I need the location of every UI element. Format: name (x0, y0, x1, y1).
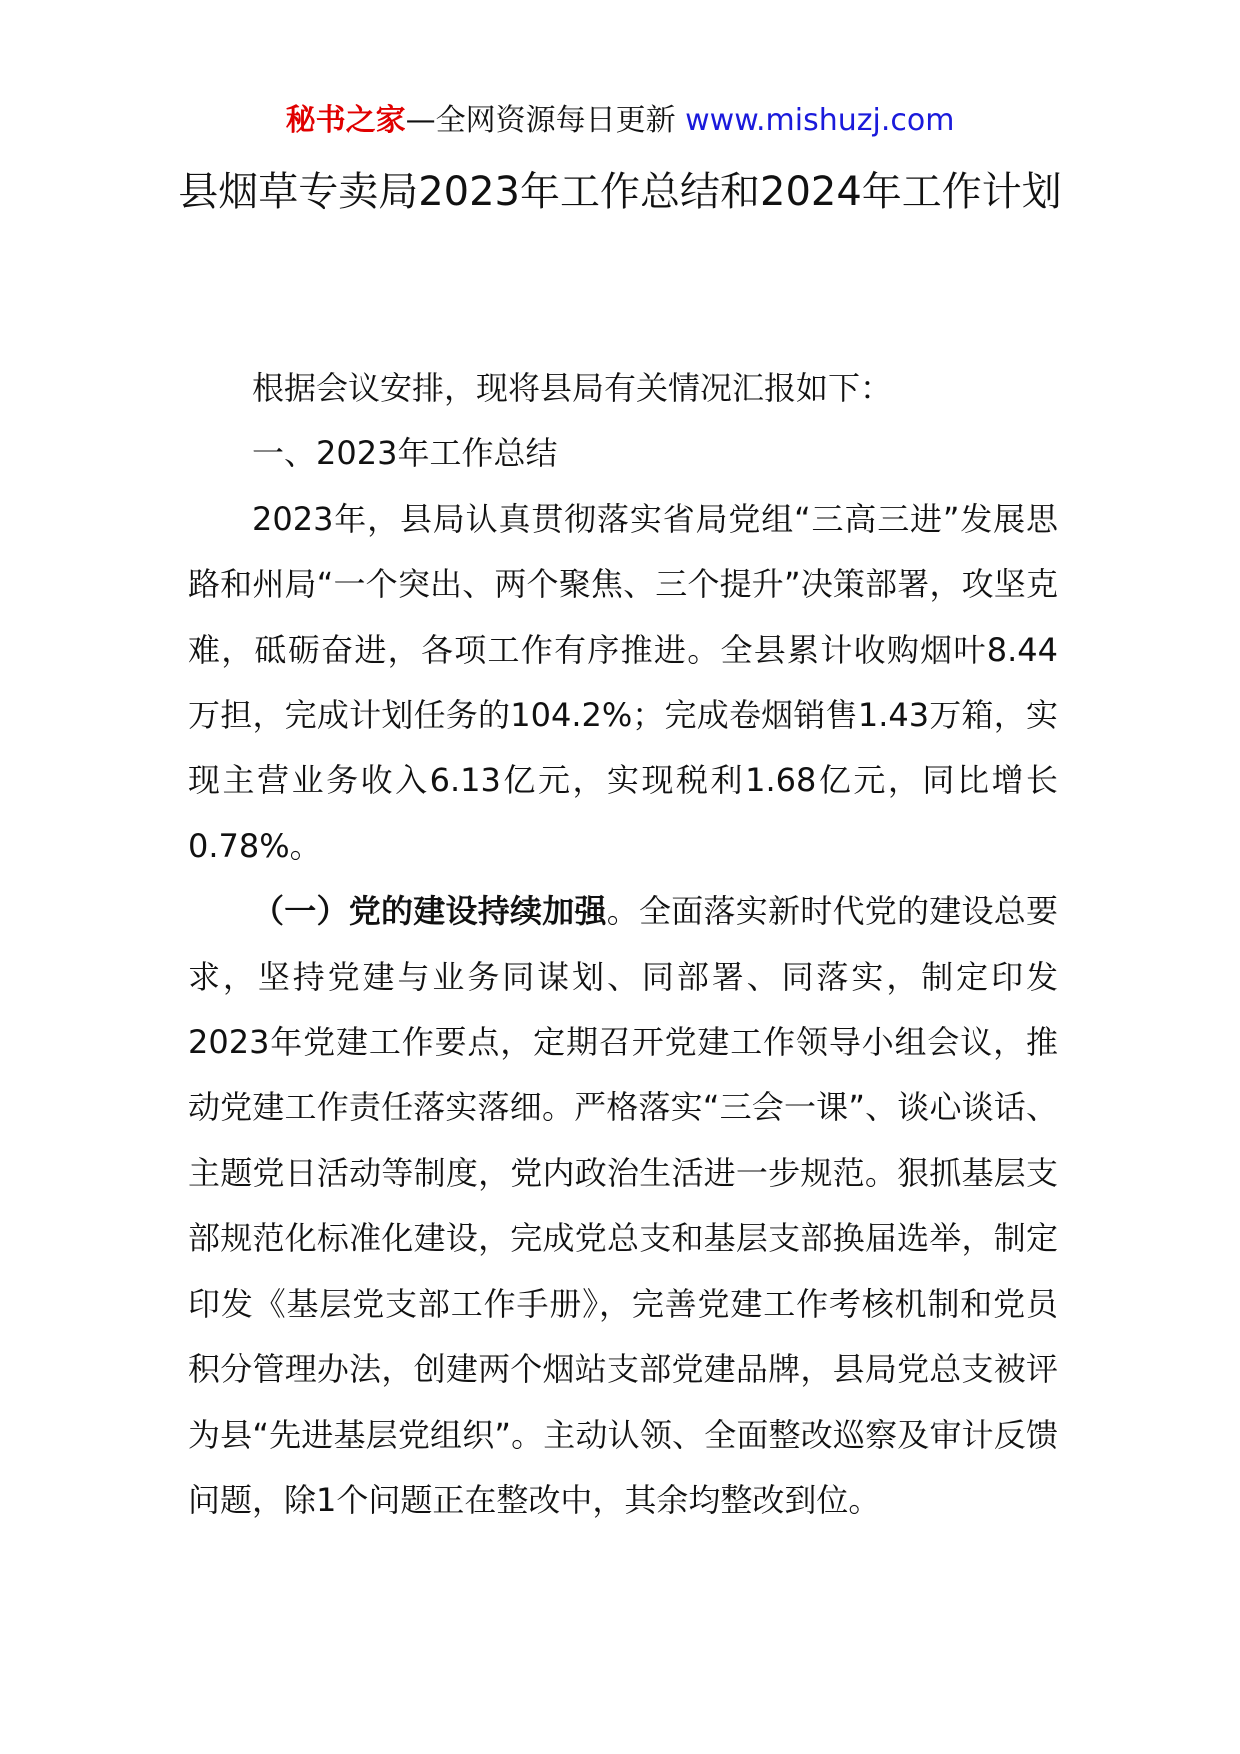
site-brand: 秘书之家 (285, 103, 406, 138)
site-url[interactable]: www.mishuzj.com (685, 103, 955, 138)
section-heading: 一、2023年工作总结 (252, 434, 558, 473)
party-building-body: 。全面落实新时代党的建设总要求，坚持党建与业务同谋划、同部署、同落实，制定印发2023年党建工作要点，定期召开党建工作领导小组会议，推动党建工作责任落实落细。严格落实“三会一课”、谈心谈话、主题党日活动等制度，党内政治生活进一步规范。狠抓基层支部规范化标准化建设，完成党总支和基层支部换届选举，制定印发《基层党支部工作手册》，完善党建工作考核机制和党员积分管理办法，创建两个烟站支部党建品牌，县局党总支被评为县“先进基层党组织”。主动认领、全面整改巡察及审计反馈问题，除1个问题正在整改中，其余均整改到位。 (188, 892, 1058, 1519)
site-banner (0, 100, 1240, 142)
intro-paragraph: 根据会议安排，现将县局有关情况汇报如下： (252, 369, 893, 407)
document-body (188, 356, 1058, 1533)
summary-paragraph: 2023年，县局认真贯彻落实省局党组“三高三进”发展思路和州局“一个突出、两个聚焦、三个提升”决策部署，攻坚克难，砥砺奋进，各项工作有序推进。全县累计收购烟叶8.44万担，完成计划任务的104.2%；完成卷烟销售1.43万箱，实现主营业务收入6.13亿元，实现税利1.68亿元，同比增长0.78%。 (188, 499, 1058, 865)
party-building-lead: （一）党的建设持续加强 (252, 892, 607, 931)
party-building-paragraph (188, 879, 1058, 1533)
document-title: 县烟草专卖局2023年工作总结和2024年工作计划 (178, 169, 1062, 215)
site-slogan: —全网资源每日更新 (405, 103, 686, 138)
